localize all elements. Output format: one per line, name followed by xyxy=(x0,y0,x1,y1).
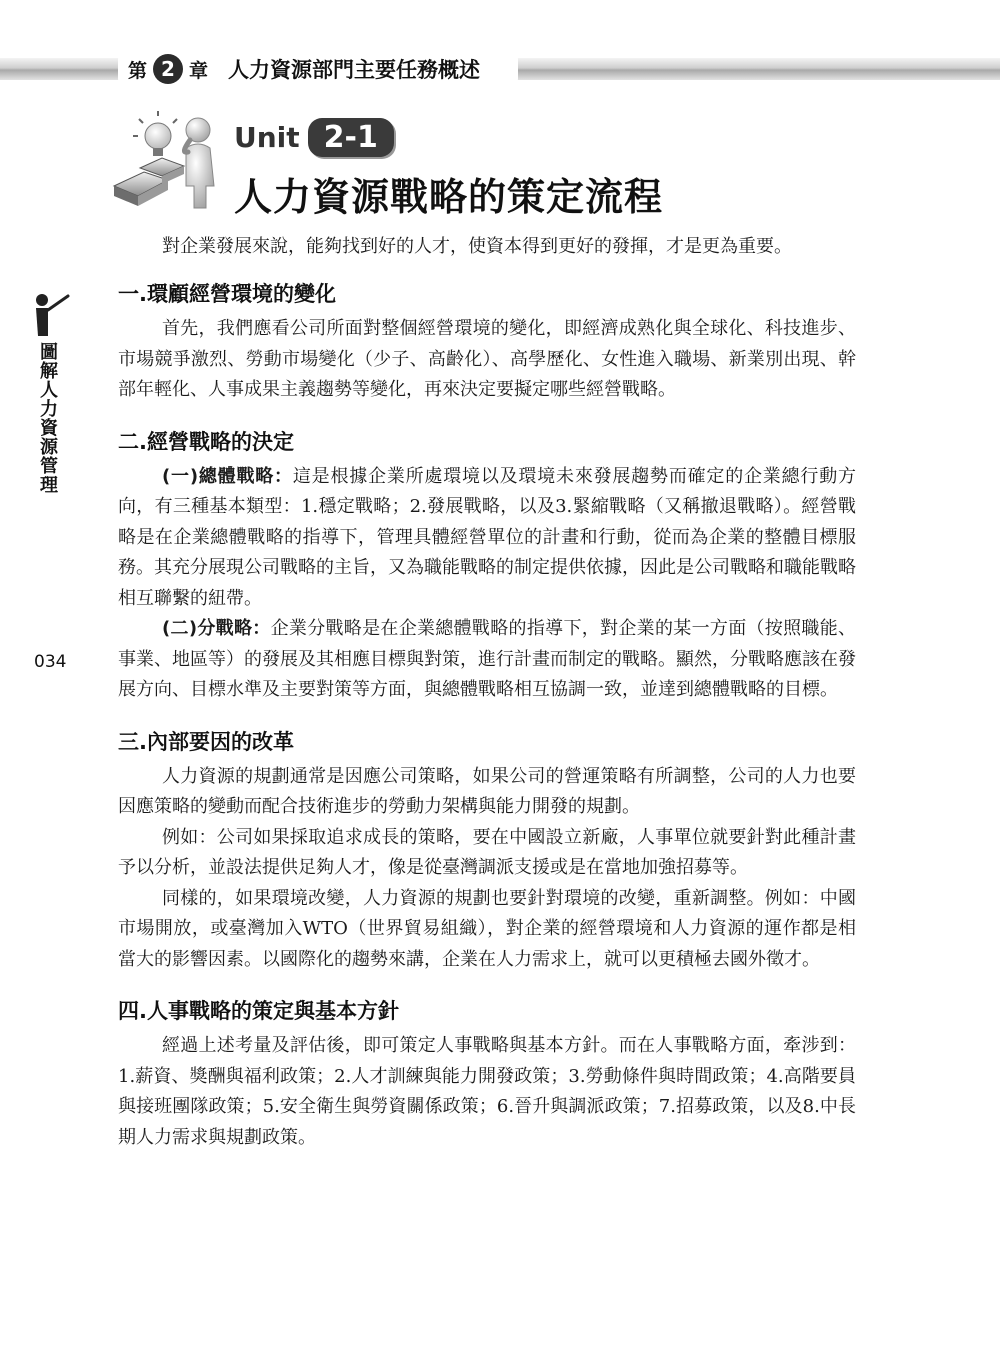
section-paragraph: 經過上述考量及評估後，即可策定人事戰略與基本方針。而在人事戰略方面，牽涉到：1.薪資、獎酬與福利政策；2.人才訓練與能力開發政策；3.勞動條件與時間政策；4.高階要員與接班團隊政策；5.安全衛生與勞資關係政策；6.晉升與調派政策；7.招募政策，以及8.中長期人力需求與規劃政策。 xyxy=(118,1035,856,1148)
section-paragraph: 同樣的，如果環境改變，人力資源的規劃也要針對環境的改變，重新調整。例如：中國市場開放，或臺灣加入WTO（世界貿易組織），對企業的經營環境和人力資源的運作都是相當大的影響因素。以國際化的趨勢來講，企業在人力需求上，就可以更積極去國外徵才。 xyxy=(118,887,856,970)
unit-label xyxy=(234,118,394,157)
page-number: 034 xyxy=(34,652,67,672)
light-bulb-icon xyxy=(133,111,177,156)
unit-word: Unit xyxy=(234,121,300,154)
book-title-vertical: 圖解人力資源管理 xyxy=(40,342,58,496)
chapter-title: 人力資源部門主要任務概述 xyxy=(228,58,481,82)
section-3 xyxy=(118,726,856,976)
section-paragraph: 首先，我們應看公司所面對整個經營環境的變化，即經濟成熟化與全球化、科技進步、市場競爭激烈、勞動市場變化（少子、高齡化）、高學歷化、女性進入職場、新業別出現、幹部年輕化、人事成果主義趨勢等變化，再來決定要擬定哪些經營戰略。 xyxy=(118,318,856,400)
section-1 xyxy=(118,278,856,406)
section-item-paragraph xyxy=(118,614,856,706)
section-paragraph: 人力資源的規劃通常是因應公司策略，如果公司的營運策略有所調整，公司的人力也要因應策略的變動而配合技術進步的勞動力架構與能力開發的規劃。 xyxy=(118,765,856,817)
item-term: (一)總體戰略： xyxy=(162,465,293,487)
item-text: 這是根據企業所處環境以及環境未來發展趨勢而確定的企業總行動方向，有三種基本類型：1.穩定戰略；2.發展戰略，以及3.緊縮戰略（又稱撤退戰略）。經營戰略是在企業總體戰略的指導下，管理具體經營單位的計畫和行動，從而為企業的整體目標服務。其充分展現公司戰略的主旨，又為職能戰略的制定提供依據，因此是公司戰略和職能戰略相互聯繫的紐帶。 xyxy=(118,465,856,609)
chapter-prefix: 第 xyxy=(128,59,148,82)
intro-paragraph: 對企業發展來說，能夠找到好的人才，使資本得到更好的發揮，才是更為重要。 xyxy=(162,236,792,257)
keyboard-keys-icon xyxy=(114,158,184,206)
section-4 xyxy=(118,995,856,1153)
item-term: (二)分戰略： xyxy=(162,618,271,639)
section-heading: 三.內部要因的改革 xyxy=(118,729,294,754)
chapter-number-badge: 2 xyxy=(153,54,183,84)
chapter-header xyxy=(128,55,480,83)
unit-title: 人力資源戰略的策定流程 xyxy=(234,175,664,219)
unit-number-badge: 2-1 xyxy=(308,118,394,157)
thinking-figure-illustration xyxy=(110,108,230,218)
section-paragraph: 例如：公司如果採取追求成長的策略，要在中國設立新廠，人事單位就要針對此種計畫予以分析，並設法提供足夠人才，像是從臺灣調派支援或是在當地加強招募等。 xyxy=(118,826,856,878)
section-heading: 四.人事戰略的策定與基本方針 xyxy=(118,999,399,1023)
section-2 xyxy=(118,426,856,706)
main-content xyxy=(118,232,856,1173)
chapter-suffix: 章 xyxy=(189,59,209,82)
item-text: 企業分戰略是在企業總體戰略的指導下，對企業的某一方面（按照職能、事業、地區等）的發展及其相應目標與對策，進行計畫而制定的戰略。顯然，分戰略應該在發展方向、目標水準及主要對策等方面，與總體戰略相互協調一致，並達到總體戰略的目標。 xyxy=(118,618,857,700)
section-item-paragraph xyxy=(118,462,856,615)
section-heading: 一.環顧經營環境的變化 xyxy=(118,282,336,306)
person-figure-icon xyxy=(184,118,214,208)
pointing-figure-icon xyxy=(28,292,74,338)
section-heading: 二.經營戰略的決定 xyxy=(118,429,294,454)
